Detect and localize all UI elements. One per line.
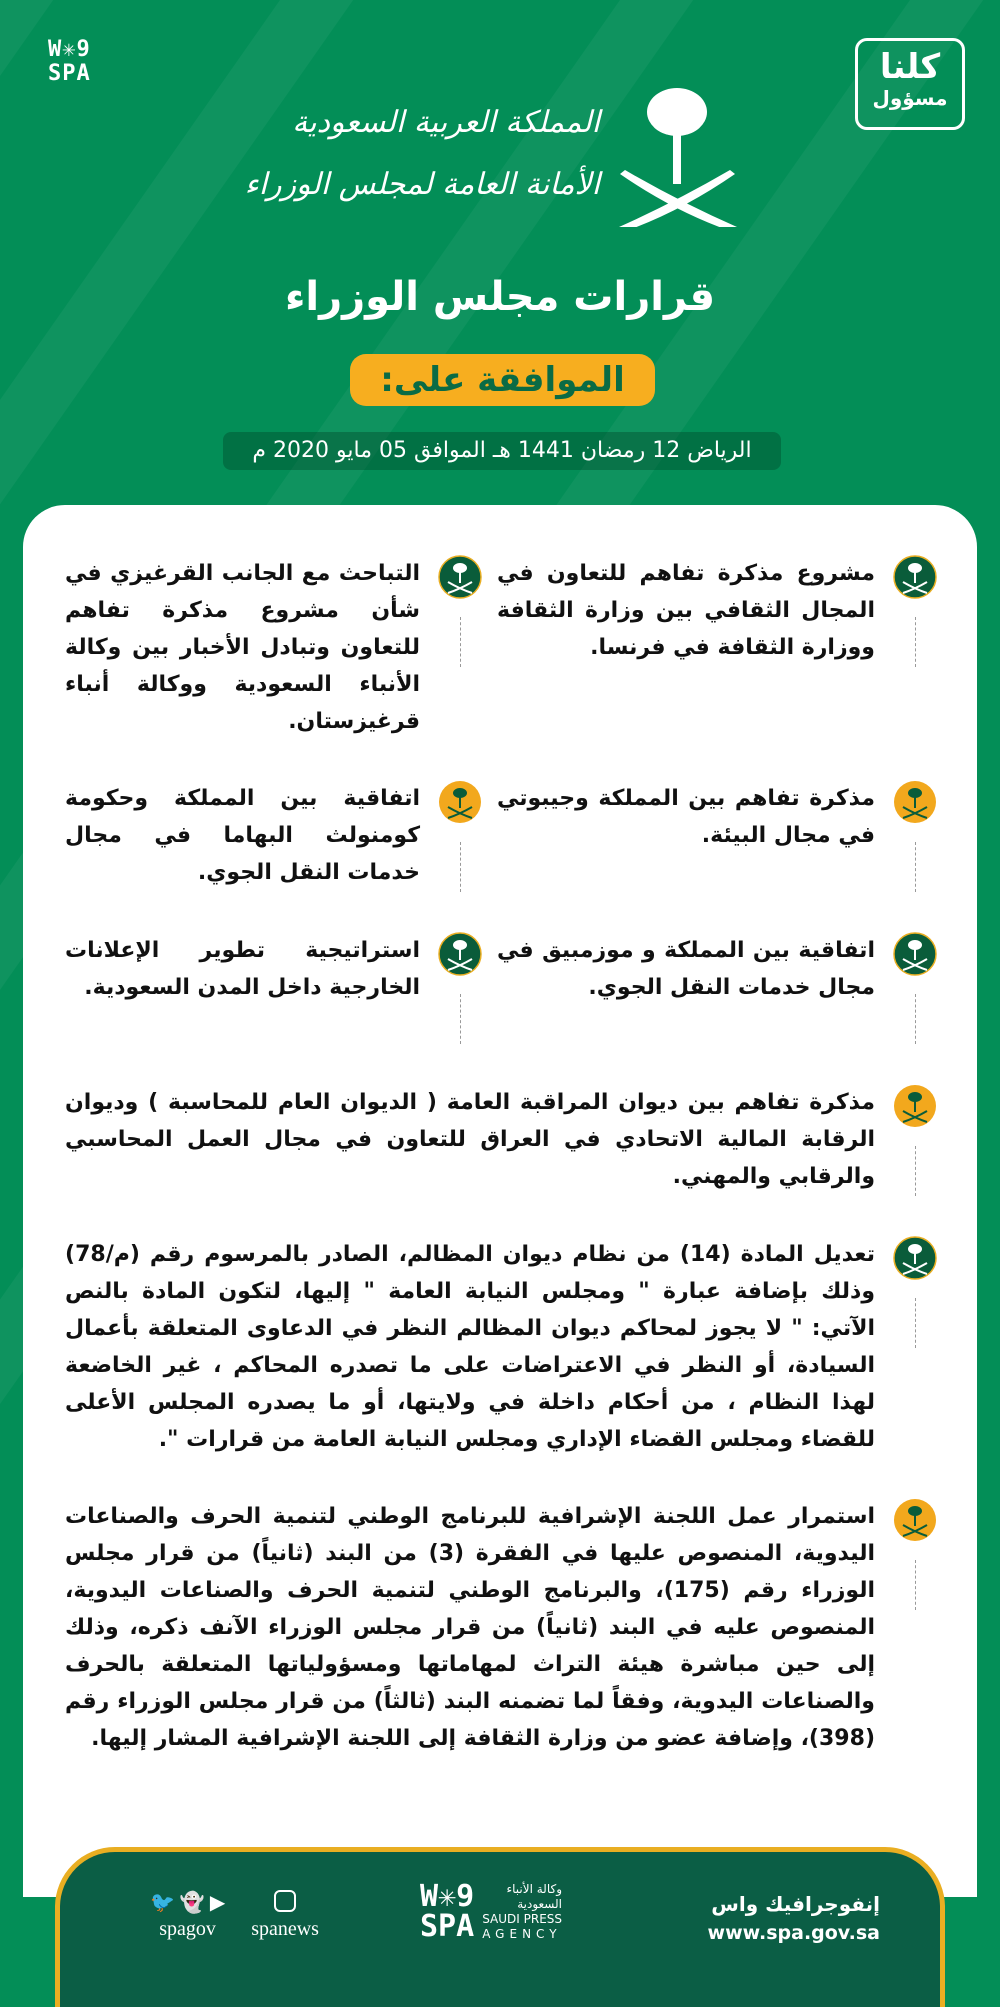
emblem-green-icon [438,932,482,976]
agency-ar1: وكالة الأنباء [506,1882,563,1896]
decision-cell [497,780,937,892]
instagram-icon [274,1890,296,1912]
decision-cell [65,1498,937,1757]
emblem-gold-icon [438,780,482,824]
emblem-green-icon [893,932,937,976]
decisions-row [65,1498,937,1757]
decisions-row [65,555,937,740]
footer-brand [708,1892,880,1944]
decision-item: مذكرة تفاهم بين المملكة وجيبوتي في مجال البيئة. [497,786,875,848]
header [0,0,1000,505]
divider [460,994,461,1044]
agency-ar2: السعودية [517,1897,563,1911]
social2-label: spanews [251,1918,319,1940]
emblem-calligraphy [245,92,600,216]
emblem-gold-icon [893,1084,937,1128]
infographic-label: إنفوجرافيك واس [711,1892,880,1916]
emblem-line1: المملكة العربية السعودية [292,105,600,140]
approval-label: الموافقة على: [350,354,655,406]
decision-item: التباحث مع الجانب القرغيزي في شأن مشروع مذكرة تفاهم للتعاون وتبادل الأخبار بين وكالة الأنباء السعودية ووكالة أنباء قرغيزستان. [65,561,420,734]
divider [915,994,916,1044]
saudi-emblem-icon [615,82,740,227]
decision-item: استمرار عمل اللجنة الإشرافية للبرنامج الوطني لتنمية الحرف والصناعات اليدوية، المنصوص عليها في الفقرة (3) من البند (ثانياً) من قرار مجلس الوزراء رقم (175)، والبرنامج الوطني لتنمية الحرف والصناعات اليدوية، المنصوص عليه في البند (ثانياً) من قرار مجلس الوزراء الآنف ذكره، وذلك إلى حين مباشرة هيئة التراث لمهاماتها ومسؤولياتها المتعلقة بالحرف والصناعات اليدوية، وفقاً لما تضمنه البند (ثالثاً) من قرار مجلس الوزراء رقم (398)، وإضافة عضو من وزارة الثقافة إلى اللجنة الإشرافية المشار إليها. [65,1504,875,1751]
agency-en1: SAUDI PRESS [482,1912,563,1926]
youtube-icon: ▶ [209,1892,226,1914]
divider [915,617,916,667]
decision-item: اتفاقية بين المملكة و موزمبيق في مجال خدمات النقل الجوي. [497,938,875,1000]
date-label: الرياض 12 رمضان 1441 هـ الموافق 05 مايو 2020 م [223,432,781,470]
divider [915,1560,916,1610]
decision-cell [65,1236,937,1458]
social-spagov[interactable] [150,1890,225,1941]
decisions-row [65,932,937,1044]
emblem-green-icon [893,1236,937,1280]
decisions-row [65,1084,937,1196]
divider [460,617,461,667]
emblem-line2: الأمانة العامة لمجلس الوزراء [244,167,600,202]
social1-label: spagov [159,1918,216,1940]
decision-cell [65,932,482,1044]
page-title: قرارات مجلس الوزراء [284,274,716,320]
decision-item: مشروع مذكرة تفاهم للتعاون في المجال الثقافي بين وزارة الثقافة ووزارة الثقافة في فرنسا. [497,561,875,660]
decisions-card [23,505,977,1897]
website-link[interactable]: www.spa.gov.sa [707,1922,880,1944]
footer [55,1847,945,2007]
kulluna-masool-badge [855,38,965,130]
emblem-gold-icon [893,1498,937,1542]
badge-line2: مسؤول [872,86,948,110]
spa-agency-logo: W✳9 SPA وكالة الأنباء السعودية SAUDI PRESS AGENCY [420,1879,563,1944]
divider [915,842,916,892]
decision-cell [65,1084,937,1196]
decisions-row [65,780,937,892]
badge-line1: كلنا [879,47,941,87]
agency-en2: AGENCY [482,1927,562,1941]
decision-cell [65,555,482,740]
decision-item: تعديل المادة (14) من نظام ديوان المظالم، الصادر بالمرسوم رقم (م/78) وذلك بإضافة عبارة " ومجلس النيابة العامة " إليها، لتكون المادة بالنص الآتي: " لا يجوز لمحاكم ديوان المظالم النظر في الدعاوى المتعلقة بأعمال السيادة، أو النظر في الاعتراضات على ما تصدره المحاكم ، غير الخاضعة لهذا النظام ، من أحكام داخلة في ولايتها، أو ما يصدره المجلس الأعلى للقضاء ومجلس القضاء الإداري ومجلس النيابة العامة من قرارات ". [65,1242,875,1452]
social-links [150,1890,319,1941]
decision-cell [497,555,937,740]
social-spanews[interactable] [251,1890,319,1941]
emblem-green-icon [438,555,482,599]
decision-item: اتفاقية بين المملكة وحكومة كومنولث البهاما في مجال خدمات النقل الجوي. [65,786,420,885]
decision-item: استراتيجية تطوير الإعلانات الخارجية داخل المدن السعودية. [65,938,420,1000]
snapchat-icon: 👻 [179,1892,205,1914]
emblem-gold-icon [893,780,937,824]
emblem-green-icon [893,555,937,599]
divider [460,842,461,892]
decisions-row [65,1236,937,1458]
divider [915,1146,916,1196]
divider [915,1298,916,1348]
spa-logo: W✳9 SPA [48,37,91,86]
twitter-icon: 🐦 [150,1892,175,1914]
decision-cell [65,780,482,892]
decision-item: مذكرة تفاهم بين ديوان المراقبة العامة ( الديوان العام للمحاسبة ) وديوان الرقابة المالية الاتحادي في العراق للتعاون في مجال العمل المحاسبي والرقابي والمهني. [65,1090,875,1189]
decision-cell [497,932,937,1044]
